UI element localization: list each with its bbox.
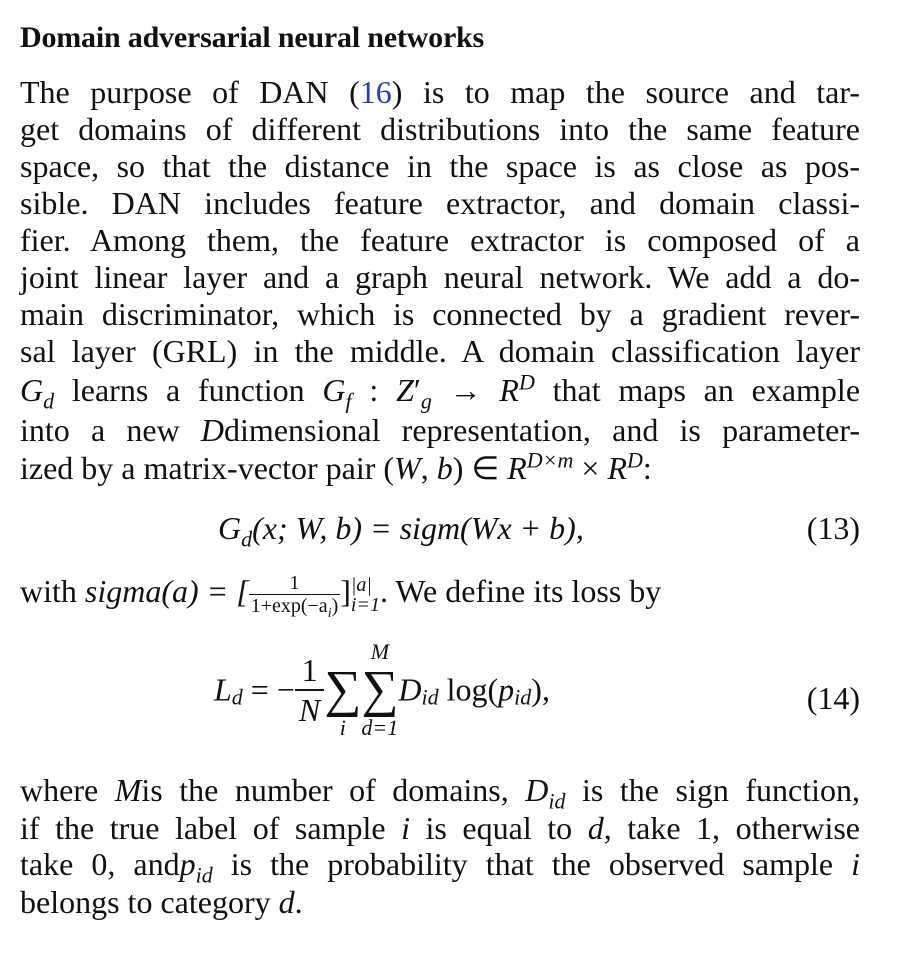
text-span: with <box>20 572 85 609</box>
equation-body <box>214 640 550 740</box>
math-var: R <box>499 372 519 408</box>
inline-fraction <box>249 572 341 621</box>
text-span: : <box>642 450 652 486</box>
math-sub: id <box>421 684 439 710</box>
fraction-denominator <box>249 595 341 621</box>
bracket-limits <box>351 575 380 615</box>
text-line <box>20 884 860 920</box>
math-sup: D <box>518 369 535 395</box>
math-var: D <box>398 671 422 708</box>
equation-number: (14) <box>806 680 860 716</box>
text-span: ized by a matrix-vector pair ( <box>20 450 395 486</box>
math-var: D <box>525 772 549 808</box>
summation-i <box>324 640 361 740</box>
text-span: , <box>420 450 437 486</box>
math-func: sigm <box>399 510 461 546</box>
text-line: sible. DAN includes feature extractor, and domain classi- <box>20 185 860 221</box>
math-func: log( <box>438 671 499 708</box>
math-var: i <box>401 810 410 846</box>
text-line: sal layer (GRL) in the middle. A domain classification layer <box>20 333 860 369</box>
math-var: p <box>498 671 515 708</box>
fraction-numerator: 1 <box>295 651 324 691</box>
text-span: if the true label of sample <box>20 810 402 846</box>
text-span: where <box>20 772 115 808</box>
math-var: G <box>218 510 242 546</box>
text-line: space, so that the distance in the space is as close as pos- <box>20 148 860 184</box>
text-line <box>20 772 861 814</box>
text-line: get domains of different distributions into the same feature <box>20 111 860 147</box>
math-text: = − <box>242 671 295 708</box>
math-var: i <box>851 846 860 882</box>
text-span: is the sign function, <box>565 772 861 808</box>
math-sub: f <box>345 388 352 414</box>
math-var: G <box>322 372 346 408</box>
math-text: ), <box>531 671 550 708</box>
math-sub: id <box>548 788 566 814</box>
text-line <box>20 810 860 846</box>
text-span: . <box>294 884 303 920</box>
math-var: G <box>20 372 44 408</box>
text-span: : <box>351 372 397 408</box>
text-span: is equal to <box>410 810 588 846</box>
math-func: sigma <box>84 572 162 609</box>
fraction-numerator: 1 <box>249 572 341 595</box>
math-sub: id <box>195 862 213 888</box>
text-span: is the number of domains, <box>141 772 526 808</box>
text-span: ) <box>331 595 339 617</box>
text-span: The purpose of DAN ( <box>20 74 360 110</box>
math-sub: d <box>43 388 55 414</box>
text-line-math <box>20 447 860 486</box>
fraction-denominator: N <box>298 692 321 728</box>
math-text: (Wx + b), <box>460 510 584 546</box>
citation-link[interactable]: 16 <box>359 74 392 110</box>
display-fraction <box>295 651 324 729</box>
text-span: take 0, and <box>20 846 180 882</box>
text-span: ) ∈ <box>452 450 508 486</box>
math-var: p <box>179 846 196 882</box>
sum-lower-limit: d=1 <box>361 715 399 740</box>
math-sub: d <box>231 684 243 710</box>
text-line-math <box>20 369 861 414</box>
math-var: D <box>200 412 225 448</box>
text-span: 1+exp(−a <box>250 595 328 617</box>
math-sup: D×m <box>526 447 574 473</box>
math-var: d <box>278 884 295 920</box>
text-span: × <box>573 450 608 486</box>
text-line <box>20 74 860 110</box>
sum-symbol: ∑ <box>361 661 399 718</box>
math-var: R <box>507 450 527 486</box>
math-var: W <box>394 450 421 486</box>
math-sub: i=1 <box>350 593 380 616</box>
text-line: main discriminator, which is connected by a gradient rever- <box>20 296 860 332</box>
math-sub: i <box>327 606 332 621</box>
text-span: that maps an example <box>534 372 861 408</box>
text-span: , take 1, otherwise <box>603 810 861 846</box>
text-span: is the probability that the observed sample <box>212 846 852 882</box>
text-span: dimensional representation, and is parameter- <box>224 412 861 448</box>
math-var: L <box>214 671 232 708</box>
math-text: (a) = [ <box>161 572 249 609</box>
text-line: joint linear layer and a graph neural network. We add a do- <box>20 259 860 295</box>
math-sub: id <box>514 684 532 710</box>
math-prime: ′ <box>413 372 421 408</box>
section-heading: Domain adversarial neural networks <box>20 21 485 54</box>
math-var: d <box>587 810 604 846</box>
math-text: ] <box>340 572 351 609</box>
math-var: M <box>114 772 142 808</box>
math-var: R <box>607 450 627 486</box>
text-line <box>20 846 860 888</box>
math-var: b <box>436 450 453 486</box>
text-line: fier. Among them, the feature extractor is composed of a <box>20 222 860 258</box>
math-sup: D <box>627 447 643 473</box>
equation-number: (13) <box>806 510 860 546</box>
text-line <box>20 412 860 448</box>
text-span: learns a function <box>54 372 323 408</box>
text-span: . We define its loss by <box>379 572 662 609</box>
math-var: Z <box>396 372 414 408</box>
equation-body <box>218 508 584 552</box>
summation-d <box>361 640 398 740</box>
math-text: (x; W, b) = <box>252 510 400 546</box>
sum-upper-limit: M <box>370 639 390 664</box>
text-span: into a new <box>20 412 201 448</box>
math-sub: g <box>420 388 432 414</box>
sum-symbol: ∑ <box>324 661 362 718</box>
math-sub: d <box>241 526 253 552</box>
text-line-sigma-definition <box>20 572 860 621</box>
math-arrow: → <box>431 372 500 408</box>
text-span: ) is to map the source and tar- <box>391 74 861 110</box>
sum-lower-limit: i <box>339 715 346 740</box>
text-span: belongs to category <box>20 884 279 920</box>
math-sup: |a| <box>350 573 372 596</box>
